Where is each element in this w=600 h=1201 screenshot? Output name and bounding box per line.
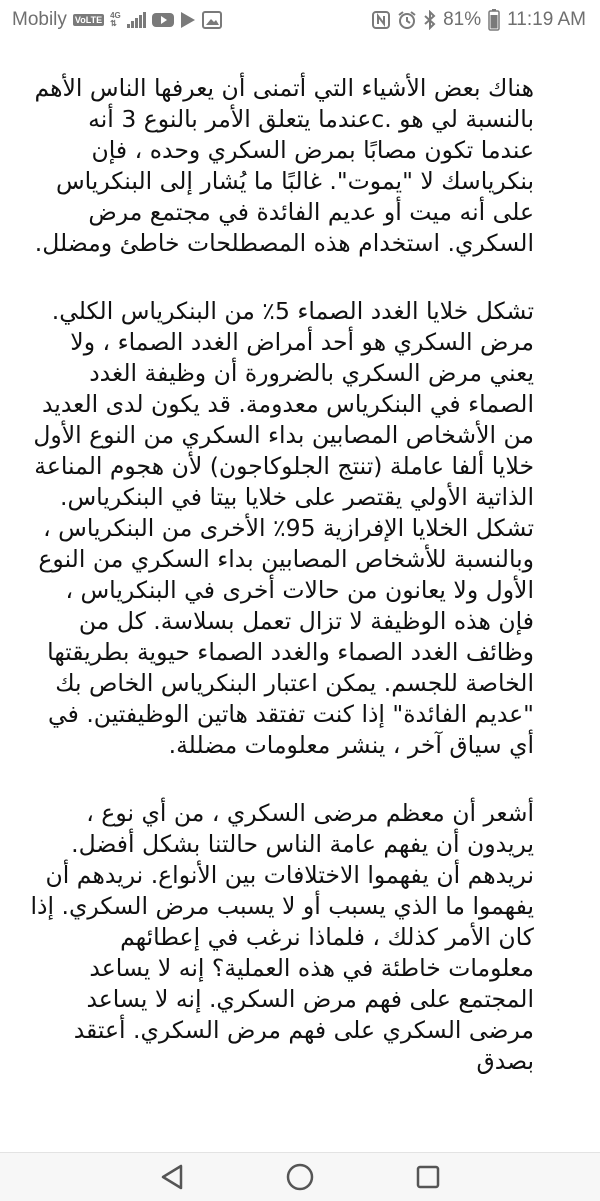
battery-icon [488,9,500,31]
carrier-name: Mobily [12,9,67,30]
status-right [372,9,586,31]
nfc-icon [372,11,390,29]
article-paragraph-3: أشعر أن معظم مرضى السكري ، من أي نوع ، يريدون أن يفهم عامة الناس حالتنا بشكل أفضل. نريدهم أن يفهموا الاختلافات بين الأنواع. نريدهم أن يفهموا ما الذي يسبب أو لا يسبب مرض السكري. إذا كان الأمر كذلك ، فلماذا نرغب في إعطائهم معلومات خاطئة في هذه العملية؟ إنه لا يساعد المجتمع على فهم مرض السكري. إنه لا يساعد مرضى السكري على فهم مرض السكري. أعتقد بصدق [30,799,534,1075]
youtube-icon [152,12,174,28]
article-paragraph-1: هناك بعض الأشياء التي أتمنى أن يعرفها الناس الأهم بالنسبة لي هو .cعندما يتعلق الأمر بالنوع 3 أنه عندما تكون مصابًا بمرض السكري وحده ، فإن بنكرياسك لا "يموت". غالبًا ما يُشار إلى البنكرياس على أنه ميت أو عديم الفائدة في مجتمع مرض السكري. استخدام هذه المصطلحات خاطئ ومضلل. [34,74,534,257]
clock: 11:19 AM [507,9,586,30]
article-body [0,73,600,1077]
alarm-icon [397,10,417,30]
status-left [12,9,222,31]
battery-percent: 81% [443,9,482,30]
back-button[interactable] [155,1161,189,1193]
article-paragraph-2: تشكل خلايا الغدد الصماء 5٪ من البنكرياس الكلي. مرض السكري هو أحد أمراض الغدد الصماء ، ولا يعني مرض السكري بالضرورة أن وظيفة الغدد الصماء في البنكرياس معدومة. قد يكون لدى العديد من الأشخاص المصابين بداء السكري من النوع الأول خلايا ألفا عاملة (تنتج الجلوكاجون) لأن هجوم المناعة الذاتية الأولي يقتصر على خلايا بيتا في البنكرياس. تشكل الخلايا الإفرازية 95٪ الأخرى من البنكرياس ، وبالنسبة للأشخاص المصابين بداء السكري من النوع الأول ولا يعانون من حالات أخرى في البنكرياس ، فإن هذه الوظيفة لا تزال تعمل بسلاسة. كل من وظائف الغدد الصماء والغدد الصماء حيوية بطريقتها الخاصة للجسم. يمكن اعتبار البنكرياس الخاص بك "عديم الفائدة" إذا كنت تفتقد هاتين الوظيفتين. في أي سياق آخر ، ينشر معلومات مضللة. [33,297,534,759]
status-bar [0,0,600,40]
network-type [110,12,121,28]
navigation-bar [0,1152,600,1201]
article-scroll-area[interactable] [0,40,600,1152]
volte-icon: VoLTE [74,15,103,25]
play-store-icon [180,11,196,29]
recents-button[interactable] [411,1161,445,1193]
network-type-label: 4G [110,11,121,20]
recents-square-icon [415,1164,441,1190]
back-triangle-icon [159,1163,185,1191]
signal-icon [127,12,146,28]
bluetooth-icon [424,10,436,30]
data-arrows-icon: ⇅ [110,19,117,28]
home-circle-icon [285,1162,315,1192]
home-button[interactable] [283,1161,317,1193]
gallery-icon [202,11,222,29]
